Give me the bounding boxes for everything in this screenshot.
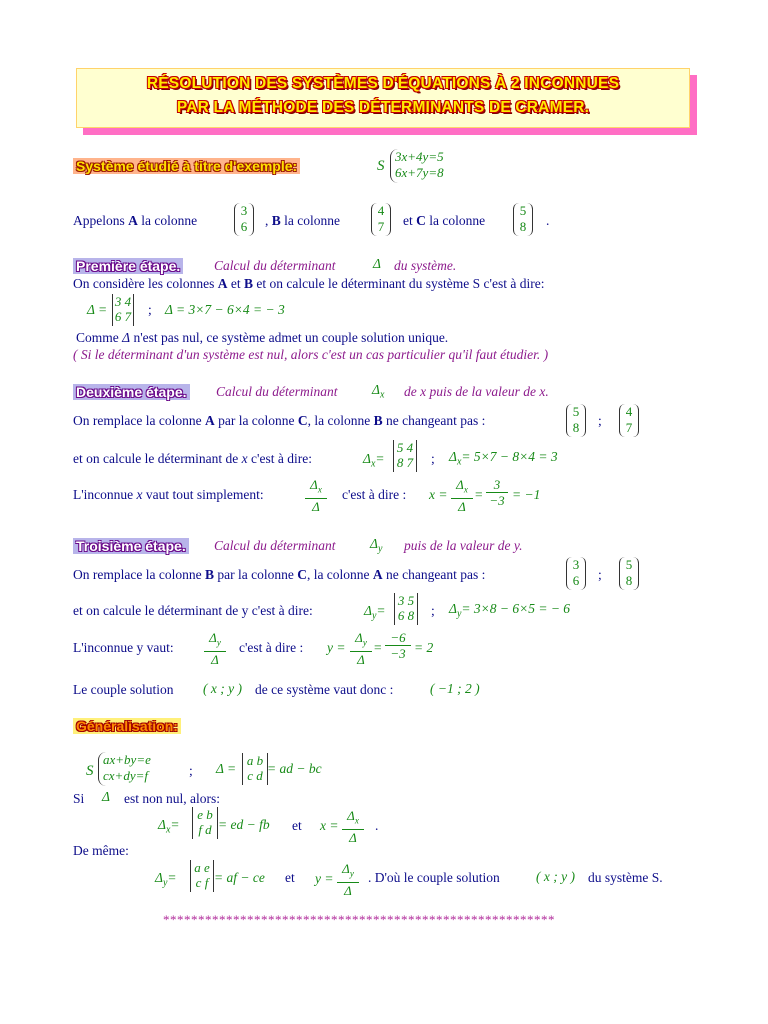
- step2-col1: 5 8: [566, 404, 586, 437]
- general-y-lhs: y =: [315, 871, 334, 886]
- step2-sep1: ;: [598, 413, 602, 428]
- step2-result-lhs: x =: [429, 487, 448, 502]
- column-name-a: A: [128, 213, 138, 228]
- step1-label: Première étape.: [73, 258, 183, 274]
- couple-value: ( −1 ; 2 ): [430, 681, 480, 696]
- columns-end: .: [546, 213, 550, 228]
- example-system: [390, 149, 467, 183]
- step2-eq: =: [475, 487, 483, 502]
- general-et-2: et: [285, 870, 295, 885]
- general-dy-rhs: = af − ce: [214, 870, 265, 885]
- step2-desc-pre: Calcul du déterminant: [216, 384, 338, 399]
- column-b-vector: 4 7: [371, 203, 391, 236]
- column-c-vector: 5 8: [513, 203, 533, 236]
- general-x-lhs: x =: [320, 818, 339, 833]
- step2-sep2: ;: [431, 451, 435, 466]
- step2-desc-post: de x puis de la valeur de x.: [404, 384, 549, 399]
- general-det-rhs: = ad − bc: [267, 761, 322, 776]
- step3-frac: $\frac{\Delta_y}{\Delta}$: [204, 630, 226, 667]
- step1-delta: Δ: [373, 256, 381, 271]
- general-si: Si: [73, 791, 85, 806]
- general-si-post: est non nul, alors:: [124, 791, 220, 806]
- step2-calc: $\Delta_x= 5\times 7 - 8\times 4 = 3$: [449, 449, 558, 468]
- step1-calc: Δ = 3×7 − 6×4 = − 3: [165, 302, 285, 317]
- step3-calc: $\Delta_y= 3\times 8 - 6\times 5$ = − 6: [449, 601, 571, 620]
- step3-eq: =: [374, 640, 382, 655]
- stars-divider: ********************************************************: [163, 912, 555, 927]
- step3-det-matrix: 3 5 6 8: [394, 593, 418, 625]
- step3-result-frac2: $\frac{-6}{-3}$: [385, 630, 411, 661]
- step3-col1: 3 6: [566, 557, 586, 590]
- step3-det-lhs: $\Delta_y=$: [364, 603, 386, 622]
- title-line-1: RÉSOLUTION DES SYSTÈMES D'ÉQUATIONS À 2 INCONNUES: [146, 75, 620, 92]
- step2-result-end: = −1: [512, 487, 541, 502]
- step3-replace: On remplace la colonne B par la colonne C, la colonne A ne changeant pas :: [73, 567, 486, 582]
- general-dx-matrix: e b f d: [192, 807, 218, 839]
- example-eq1: 3x+4y=5: [395, 149, 444, 164]
- general-final-a: . D'où le couple solution: [368, 870, 500, 885]
- general-dy-lhs: $\Delta_y=$: [155, 870, 177, 889]
- step1-comment1: Comme Δ n'est pas nul, ce système admet un couple solution unique.: [76, 330, 449, 345]
- step2-det-matrix: 5 4 8 7: [393, 440, 417, 472]
- step1-det-lhs: Δ =: [87, 302, 108, 317]
- step1-comment2: ( Si le déterminant d'un système est nul, alors c'est un cas particulier qu'il faut étudier. ): [73, 347, 549, 362]
- couple-xy: ( x ; y ): [203, 681, 242, 696]
- general-det-matrix: a b c d: [242, 753, 268, 785]
- example-eq2: 6x+7y=8: [395, 165, 444, 180]
- general-dot: .: [375, 818, 379, 833]
- step3-cest: c'est à dire :: [239, 640, 304, 655]
- general-label: Généralisation:: [73, 718, 181, 734]
- general-sep: ;: [189, 763, 193, 778]
- step2-cest: c'est à dire :: [342, 487, 407, 502]
- general-si-delta: Δ: [102, 789, 110, 804]
- general-x-frac: $\frac{\Delta_x}{\Delta}$: [342, 808, 364, 845]
- step2-col2: 4 7: [619, 404, 639, 437]
- general-final-xy: ( x ; y ): [536, 869, 575, 884]
- general-dx-lhs: $\Delta_x=$: [158, 817, 180, 836]
- step2-delta: $\Delta_x$: [372, 382, 385, 401]
- step3-desc-pre: Calcul du déterminant: [214, 538, 336, 553]
- couple-text-b: de ce système vaut donc :: [255, 682, 394, 697]
- step3-unknown: L'inconnue y vaut:: [73, 640, 174, 655]
- step1-desc-post: du système.: [394, 258, 457, 273]
- step2-result-frac1: $\frac{\Delta_x}{\Delta}$: [451, 477, 473, 514]
- step2-frac: $\frac{\Delta_x}{\Delta}$: [305, 477, 327, 514]
- step2-unknown: L'inconnue x vaut tout simplement:: [73, 487, 264, 502]
- step3-desc-post: puis de la valeur de y.: [404, 538, 523, 553]
- step2-result-frac2: $\frac{3}{-3}$: [486, 477, 508, 508]
- column-name-b: B: [271, 213, 281, 228]
- title-line-2: PAR LA MÉTHODE DES DÉTERMINANTS DE CRAMER.: [176, 99, 590, 116]
- columns-sentence-b: , B la colonne: [265, 213, 340, 228]
- column-name-c: C: [416, 213, 426, 228]
- couple-text-a: Le couple solution: [73, 682, 174, 697]
- example-sys-name: S: [377, 158, 385, 174]
- step3-result-frac1: $\frac{\Delta_y}{\Delta}$: [350, 630, 372, 667]
- step2-replace: On remplace la colonne A par la colonne C, la colonne B ne changeant pas :: [73, 413, 486, 428]
- step3-label: Troisième étape.: [73, 538, 189, 554]
- step3-sep2: ;: [431, 603, 435, 618]
- step3-calc-text: et on calcule le déterminant de y c'est à dire:: [73, 603, 313, 618]
- general-system: ax+by=e cx+dy=f: [98, 752, 181, 786]
- general-y-frac: $\frac{\Delta_y}{\Delta}$: [337, 861, 359, 898]
- step3-sep1: ;: [598, 567, 602, 582]
- general-de-meme: De même:: [73, 843, 129, 858]
- example-label: Système étudié à titre d'exemple:: [73, 158, 300, 174]
- general-final-b: du système S.: [588, 870, 663, 885]
- step2-det-lhs: $\Delta_x=$: [363, 451, 385, 470]
- columns-sentence: Appelons A la colonne: [73, 213, 198, 228]
- step3-result-end: = 2: [414, 640, 434, 655]
- column-a-vector: 3 6: [234, 203, 254, 236]
- step2-calc-text: et on calcule le déterminant de x c'est à dire:: [73, 451, 312, 466]
- general-dy-matrix: a e c f: [190, 860, 214, 892]
- general-sys-name: S: [86, 763, 94, 779]
- step1-desc-pre: Calcul du déterminant: [214, 258, 336, 273]
- step1-line1: On considère les colonnes A et B et on calcule le déterminant du système S c'est à dire:: [73, 276, 545, 291]
- step1-sep: ;: [148, 302, 152, 317]
- step3-delta: $\Delta_y$: [370, 536, 383, 555]
- general-det-lhs: Δ =: [216, 761, 237, 776]
- title-box: [76, 68, 690, 128]
- general-et-1: et: [292, 818, 302, 833]
- step3-result-lhs: y =: [327, 640, 346, 655]
- step1-det-matrix: 3 4 6 7: [112, 294, 134, 326]
- step3-col2: 5 8: [619, 557, 639, 590]
- general-dx-rhs: = ed − fb: [218, 817, 270, 832]
- columns-sentence-c: et C la colonne: [403, 213, 486, 228]
- step2-label: Deuxième étape.: [73, 384, 190, 400]
